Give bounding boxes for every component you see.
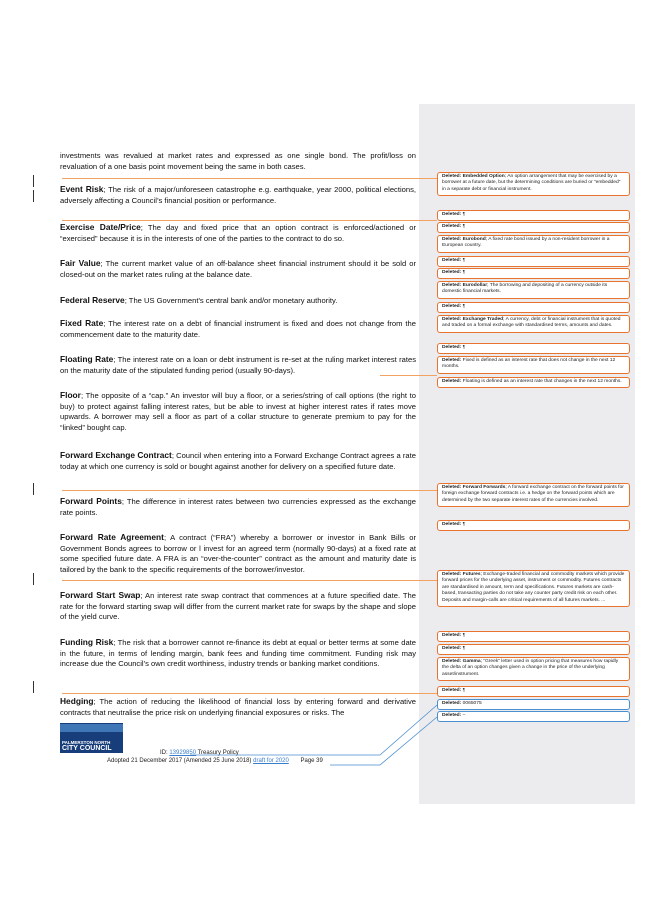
- glossary-entry: [60, 318, 416, 340]
- deleted-balloon[interactable]: Deleted: Eurodollar; The borrowing and depositing of a currency outside its domestic financial markets.: [437, 281, 630, 299]
- comment-connector: [62, 580, 437, 581]
- deleted-balloon[interactable]: Deleted: Forward Forwards; A forward exchange contract on the forward points for foreign exchange forward contracts i.e. a hedge on the forward points which are determined by the two separate interest rates of the currencies involved.: [437, 483, 630, 507]
- glossary-entry: [60, 390, 416, 433]
- glossary-term: Forward Points: [60, 496, 122, 506]
- glossary-entry: [60, 532, 416, 575]
- glossary-term: Fixed Rate: [60, 318, 104, 328]
- glossary-term: Funding Risk: [60, 637, 114, 647]
- glossary-term: Hedging: [60, 696, 94, 706]
- deleted-balloon[interactable]: Deleted: Floating is defined as an interest rate that changes in the next 12 months.: [437, 377, 630, 388]
- glossary-definition: ; The difference in interest rates between two currencies expressed as the exchange rate points.: [60, 497, 416, 517]
- glossary-definition: ; An interest rate swap contract that commences at a future specified date. The rate for the forward starting swap will differ from the current market rate for swaps by the shape and slope of the yield curve.: [60, 591, 416, 621]
- glossary-definition: ; The risk of a major/unforeseen catastrophe e.g. earthquake, year 2000, political elections, adversely affecting a Council’s financial position or performance.: [60, 185, 416, 205]
- change-bar: [33, 190, 34, 202]
- deleted-balloon[interactable]: Deleted: –: [437, 711, 630, 722]
- glossary-term: Forward Exchange Contract: [60, 450, 172, 460]
- glossary-definition: ; The US Government's central bank and/or monetary authority.: [124, 296, 338, 305]
- deleted-balloon[interactable]: Deleted: Exchange Traded; A currency, debt or financial instrument that is quoted and traded on a formal exchange with standardised terms, amounts and dates.: [437, 315, 630, 333]
- deleted-balloon[interactable]: Deleted: ¶: [437, 631, 630, 642]
- change-bar: [33, 573, 34, 585]
- glossary-definition: ; The current market value of an off-balance sheet financial instrument should it be sold or closed-out on the market rates ruling at the balance date.: [60, 259, 416, 279]
- glossary-term: Exercise Date/Price: [60, 222, 141, 232]
- glossary-entry: [60, 184, 416, 206]
- glossary-entry: [60, 295, 416, 307]
- deleted-balloon[interactable]: Deleted: ¶: [437, 268, 630, 279]
- page-footer: [60, 715, 420, 765]
- glossary-entry: [60, 354, 416, 376]
- glossary-definition: ; The interest rate on a debt of financial instrument is fixed and does not change from the commencement date to the maturity date.: [60, 319, 416, 339]
- glossary-definition: ; The opposite of a “cap.” An investor will buy a floor, or a series/string of call options (the right to buy) to protect against falling interest rates, but be able to invest at higher interest rates if rates move upwards. A borrower may sell a floor as part of a collar structure to generate premium to pay for the “linked” bought cap.: [60, 391, 416, 432]
- deleted-balloon[interactable]: Deleted: ¶: [437, 256, 630, 267]
- change-bar: [33, 681, 34, 693]
- glossary-term: Event Risk: [60, 184, 104, 194]
- glossary-definition: ; Council when entering into a Forward Exchange Contract agrees a rate today at which one currency is sold or bought against another for delivery on a specified future date.: [60, 451, 416, 471]
- comment-connector: [62, 490, 437, 491]
- glossary-term: Federal Reserve: [60, 295, 125, 305]
- deleted-balloon[interactable]: Deleted: Fixed is defined as an interest rate that does not change in the next 12 months.: [437, 356, 630, 374]
- deleted-balloon[interactable]: Deleted: ¶: [437, 686, 630, 697]
- glossary-definition: ; The day and fixed price that an option contract is enforced/actioned or “exercised” because it is in the interests of one of the parties to the contract to do so.: [60, 223, 416, 243]
- glossary-definition: ; A contract (“FRA”) whereby a borrower or investor in Bank Bills or Government Bonds agrees to borrow or l invest for an agreed term (normally 90-days) at a fixed rate at some specified future date. A FRA is an “over-the-counter” contract as the amount and maturity date is tailored by the bank to the specific requirements of the borrower/investor.: [60, 533, 417, 574]
- glossary-definition: ; The interest rate on a loan or debt instrument is re-set at the ruling market interest rates on the maturity date of the stipulated funding period (usually 90-days).: [60, 355, 416, 375]
- deleted-balloon[interactable]: Deleted: Embedded Option; An option arrangement that may be exercised by a borrower at a future date, but the determining conditions are buried or “embedded” in a separate debt or financial instrument.: [437, 172, 630, 196]
- council-logo: PALMERSTON NORTH CITY COUNCIL: [60, 723, 123, 753]
- glossary-term: Floating Rate: [60, 354, 114, 364]
- paragraph: investments was revalued at market rates and expressed as one single bond. The profit/loss on revaluation of a one basis point movement being the same in both cases.: [60, 151, 416, 171]
- comment-connector: [62, 220, 437, 221]
- comment-connector: [62, 693, 437, 694]
- footer-id-line: ID: 13929850 Treasury Policy: [160, 750, 239, 756]
- deleted-balloon[interactable]: Deleted: 0065075: [437, 699, 630, 710]
- comment-connector: [62, 178, 437, 179]
- glossary-entry: [60, 637, 416, 670]
- glossary-entry: [60, 496, 416, 518]
- deleted-balloon[interactable]: Deleted: Gamma; “Greek” letter used in option pricing that measures how rapidly the delta of an option changes given a change in the price of the underlying asset/instrument.: [437, 657, 630, 681]
- glossary-term: Fair Value: [60, 258, 101, 268]
- glossary-term: Forward Start Swap: [60, 590, 141, 600]
- deleted-balloon[interactable]: Deleted: ¶: [437, 520, 630, 531]
- glossary-definition: ; The action of reducing the likelihood of financial loss by entering forward and derivative contracts that neutralise the price risk on underlying financial exposures or risks. The: [60, 697, 416, 717]
- deleted-balloon[interactable]: Deleted: ¶: [437, 222, 630, 233]
- footer-adopted-line: Adopted 21 December 2017 (Amended 25 June 2018) draft for 2020 Page 39: [107, 758, 323, 764]
- glossary-entry: [60, 590, 416, 623]
- change-bar: [33, 175, 34, 187]
- glossary-entry: [60, 450, 416, 472]
- glossary-entry: [60, 258, 416, 280]
- deleted-balloon[interactable]: Deleted: Eurobond; A fixed rate bond issued by a non-resident borrower in a European country.: [437, 235, 630, 253]
- deleted-balloon[interactable]: Deleted: ¶: [437, 343, 630, 354]
- change-bar: [33, 483, 34, 495]
- deleted-balloon[interactable]: Deleted: ¶: [437, 210, 630, 221]
- glossary-term: Forward Rate Agreement: [60, 532, 164, 542]
- deleted-balloon[interactable]: Deleted: Futures; Exchange-traded financial and commodity markets which provide forward prices for the underlying asset, instrument or commodity. Futures contracts are standardised in amount, term and specifications. Futures markets are cash-based, transacting parties do not take any counter party credit risk on each other. Deposits and margin-calls are critical requirements of all futures markets. ...: [437, 570, 630, 607]
- glossary-term: Floor: [60, 390, 81, 400]
- deleted-balloon[interactable]: Deleted: ¶: [437, 644, 630, 655]
- glossary-definition: ; The risk that a borrower cannot re-finance its debt at equal or better terms at some date in the future, in terms of lending margin, bank fees and funding time commitment. Funding risk may increase due the Council’s own credit worthiness, industry trends or banking market conditions.: [60, 638, 417, 668]
- deleted-balloon[interactable]: Deleted: ¶: [437, 302, 630, 313]
- glossary-entry: [60, 222, 416, 244]
